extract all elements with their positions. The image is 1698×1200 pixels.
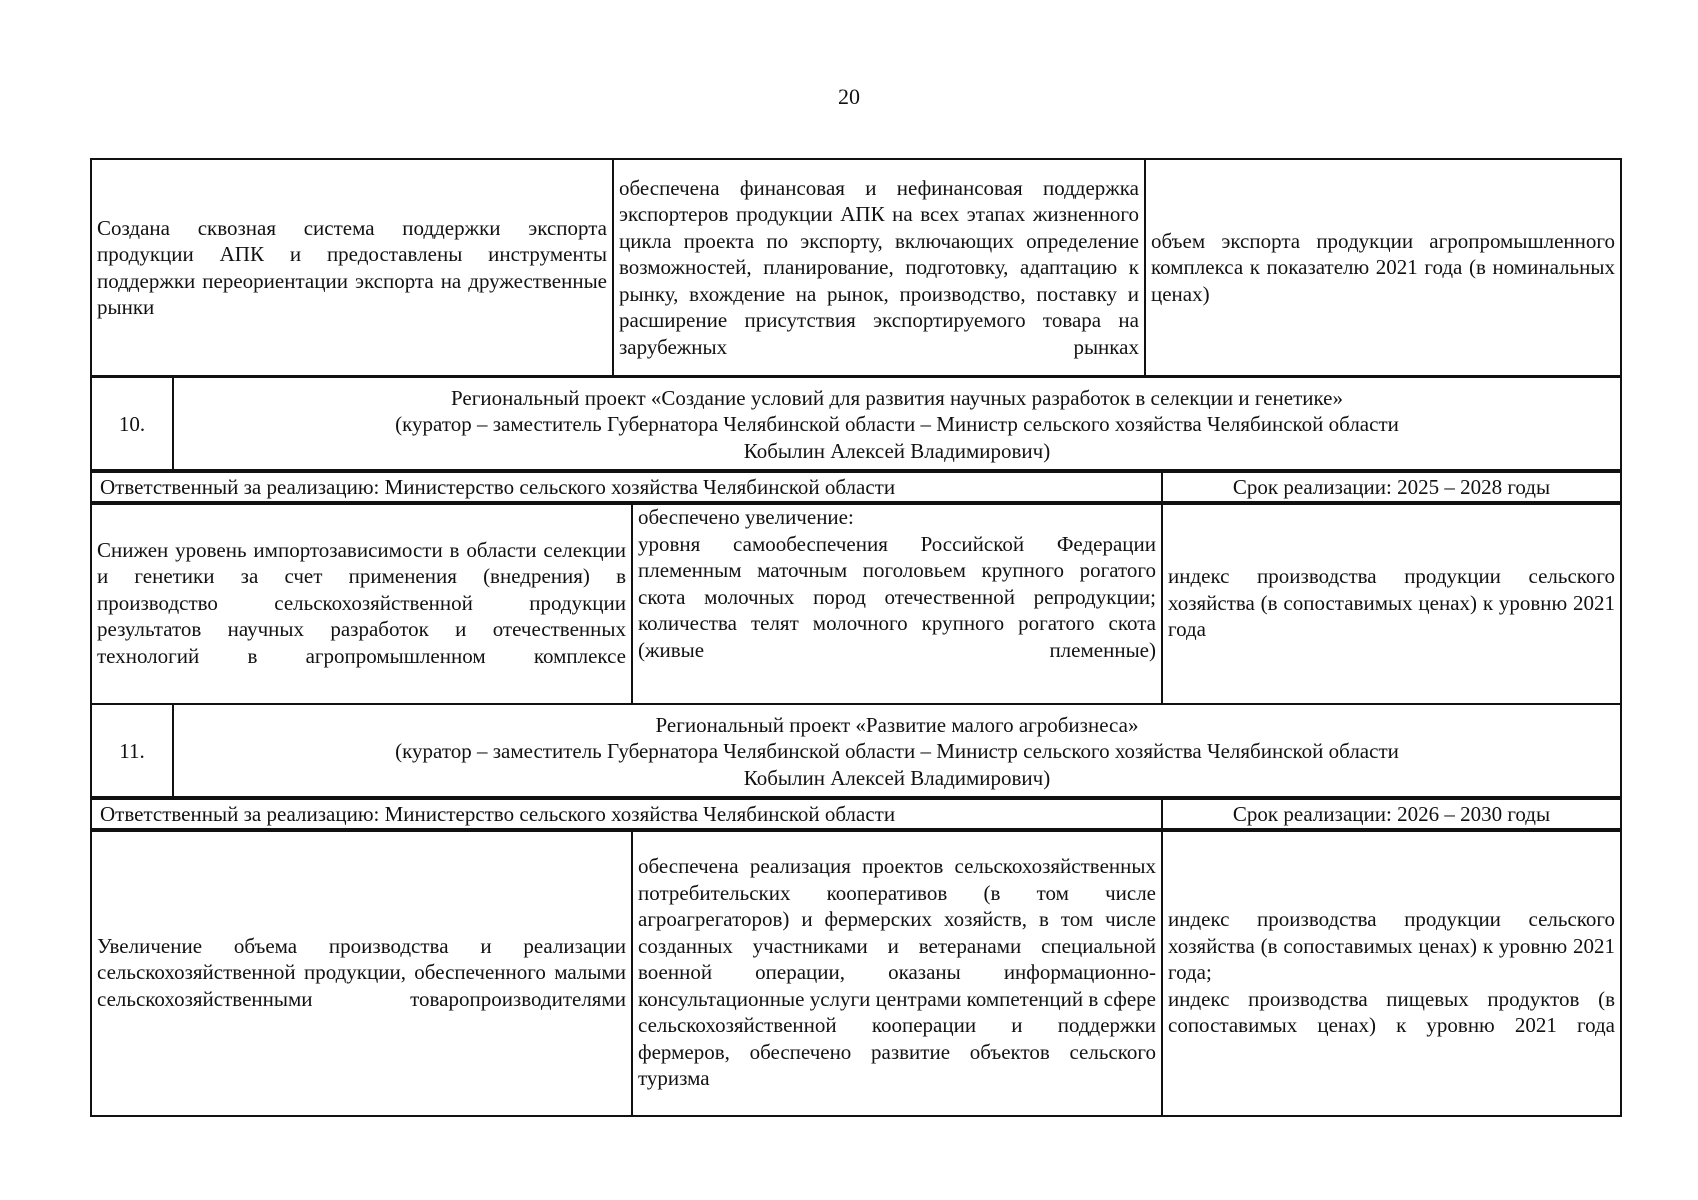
indicator-cell (1162, 829, 1621, 1116)
measure-cell (632, 502, 1162, 704)
project-number: 11. (91, 704, 173, 799)
project-title-cell (173, 377, 1621, 472)
project-title: Региональный проект «Создание условий для развития научных разработок в селекции и генетике» (451, 385, 1343, 410)
term-cell: Срок реализации: 2025 – 2028 годы (1162, 470, 1621, 504)
project-11-content-table (90, 828, 1622, 1117)
project-10-content-table (90, 501, 1622, 705)
project-curator-name: Кобылин Алексей Владимирович) (743, 438, 1051, 463)
table-row (91, 797, 1621, 831)
project-title-cell (173, 704, 1621, 799)
measure-cell: обеспечена финансовая и нефинансовая поддержка экспортеров продукции АПК на всех этапах жизненного цикла проекта по экспорту, включающих определение возможностей, планирование, подготовку, адаптацию к рынку, вхождение на рынок, производство, поставку и расширение присутствия экспортируемого товара на зарубежных рынках (613, 159, 1145, 376)
project-10-meta (90, 469, 1622, 505)
measure-cell: обеспечена реализация проектов сельскохозяйственных потребительских кооперативов (в том числе агроагрегаторов) и фермерских хозяйств, в том числе созданных участниками и ветеранами специальной военной операции, оказаны информационно-консультационные услуги центрами компетенций в сфере сельскохозяйственной кооперации и поддержки фермеров, обеспечено развитие объектов сельского туризма (632, 829, 1162, 1116)
project-curator-name: Кобылин Алексей Владимирович) (743, 765, 1051, 790)
measure-line: обеспечено увеличение: (638, 505, 854, 529)
project-curator: (куратор – заместитель Губернатора Челябинской области – Министр сельского хозяйства Челябинской области (395, 412, 1399, 437)
project-10-meta-table (90, 469, 1622, 505)
project-10-content (90, 501, 1622, 705)
project-title: Региональный проект «Развитие малого агробизнеса» (655, 712, 1139, 737)
table-row (91, 704, 1621, 799)
export-support-block (90, 158, 1622, 377)
project-11-header (90, 703, 1622, 800)
responsible-cell: Ответственный за реализацию: Министерство сельского хозяйства Челябинской области (91, 470, 1162, 504)
page-number: 20 (838, 84, 860, 109)
term-cell: Срок реализации: 2026 – 2030 годы (1162, 797, 1621, 831)
indicator-cell: объем экспорта продукции агропромышленного комплекса к показателю 2021 года (в номинальных ценах) (1145, 159, 1621, 376)
project-11-meta-table (90, 796, 1622, 832)
table-row (91, 829, 1621, 1116)
result-cell: Увеличение объема производства и реализации сельскохозяйственной продукции, обеспеченного малыми сельскохозяйственными товаропроизводителями (91, 829, 632, 1116)
measure-line: количества телят молочного крупного рогатого скота (живые племенные) (638, 611, 1156, 662)
project-curator: (куратор – заместитель Губернатора Челябинской области – Министр сельского хозяйства Челябинской области (395, 739, 1399, 764)
table-row (91, 377, 1621, 472)
result-cell: Снижен уровень импортозависимости в области селекции и генетики за счет применения (внедрения) в производство сельскохозяйственной продукции результатов научных разработок и отечественных технологий в агропромышленном комплексе (91, 502, 632, 704)
export-support-table (90, 158, 1622, 377)
project-10-header (90, 376, 1622, 473)
indicator-line: индекс производства пищевых продуктов (в сопоставимых ценах) к уровню 2021 года (1168, 986, 1615, 1038)
result-cell: Создана сквозная система поддержки экспорта продукции АПК и предоставлены инструменты поддержки переориентации экспорта на дружественные рынки (91, 159, 613, 376)
table-row (91, 159, 1621, 376)
indicator-cell: индекс производства продукции сельского хозяйства (в сопоставимых ценах) к уровню 2021 года (1162, 502, 1621, 704)
project-11-content (90, 828, 1622, 1117)
indicator-line: индекс производства продукции сельского хозяйства (в сопоставимых ценах) к уровню 2021 года; (1168, 907, 1615, 985)
project-11-header-table (90, 703, 1622, 800)
table-row (91, 502, 1621, 704)
project-10-header-table (90, 376, 1622, 473)
table-row (91, 470, 1621, 504)
project-number: 10. (91, 377, 173, 472)
responsible-cell: Ответственный за реализацию: Министерство сельского хозяйства Челябинской области (91, 797, 1162, 831)
project-11-meta (90, 796, 1622, 832)
measure-line: уровня самообеспечения Российской Федерации племенным маточным поголовьем крупного рогатого скота молочных пород отечественной репродукции; (638, 531, 1156, 609)
